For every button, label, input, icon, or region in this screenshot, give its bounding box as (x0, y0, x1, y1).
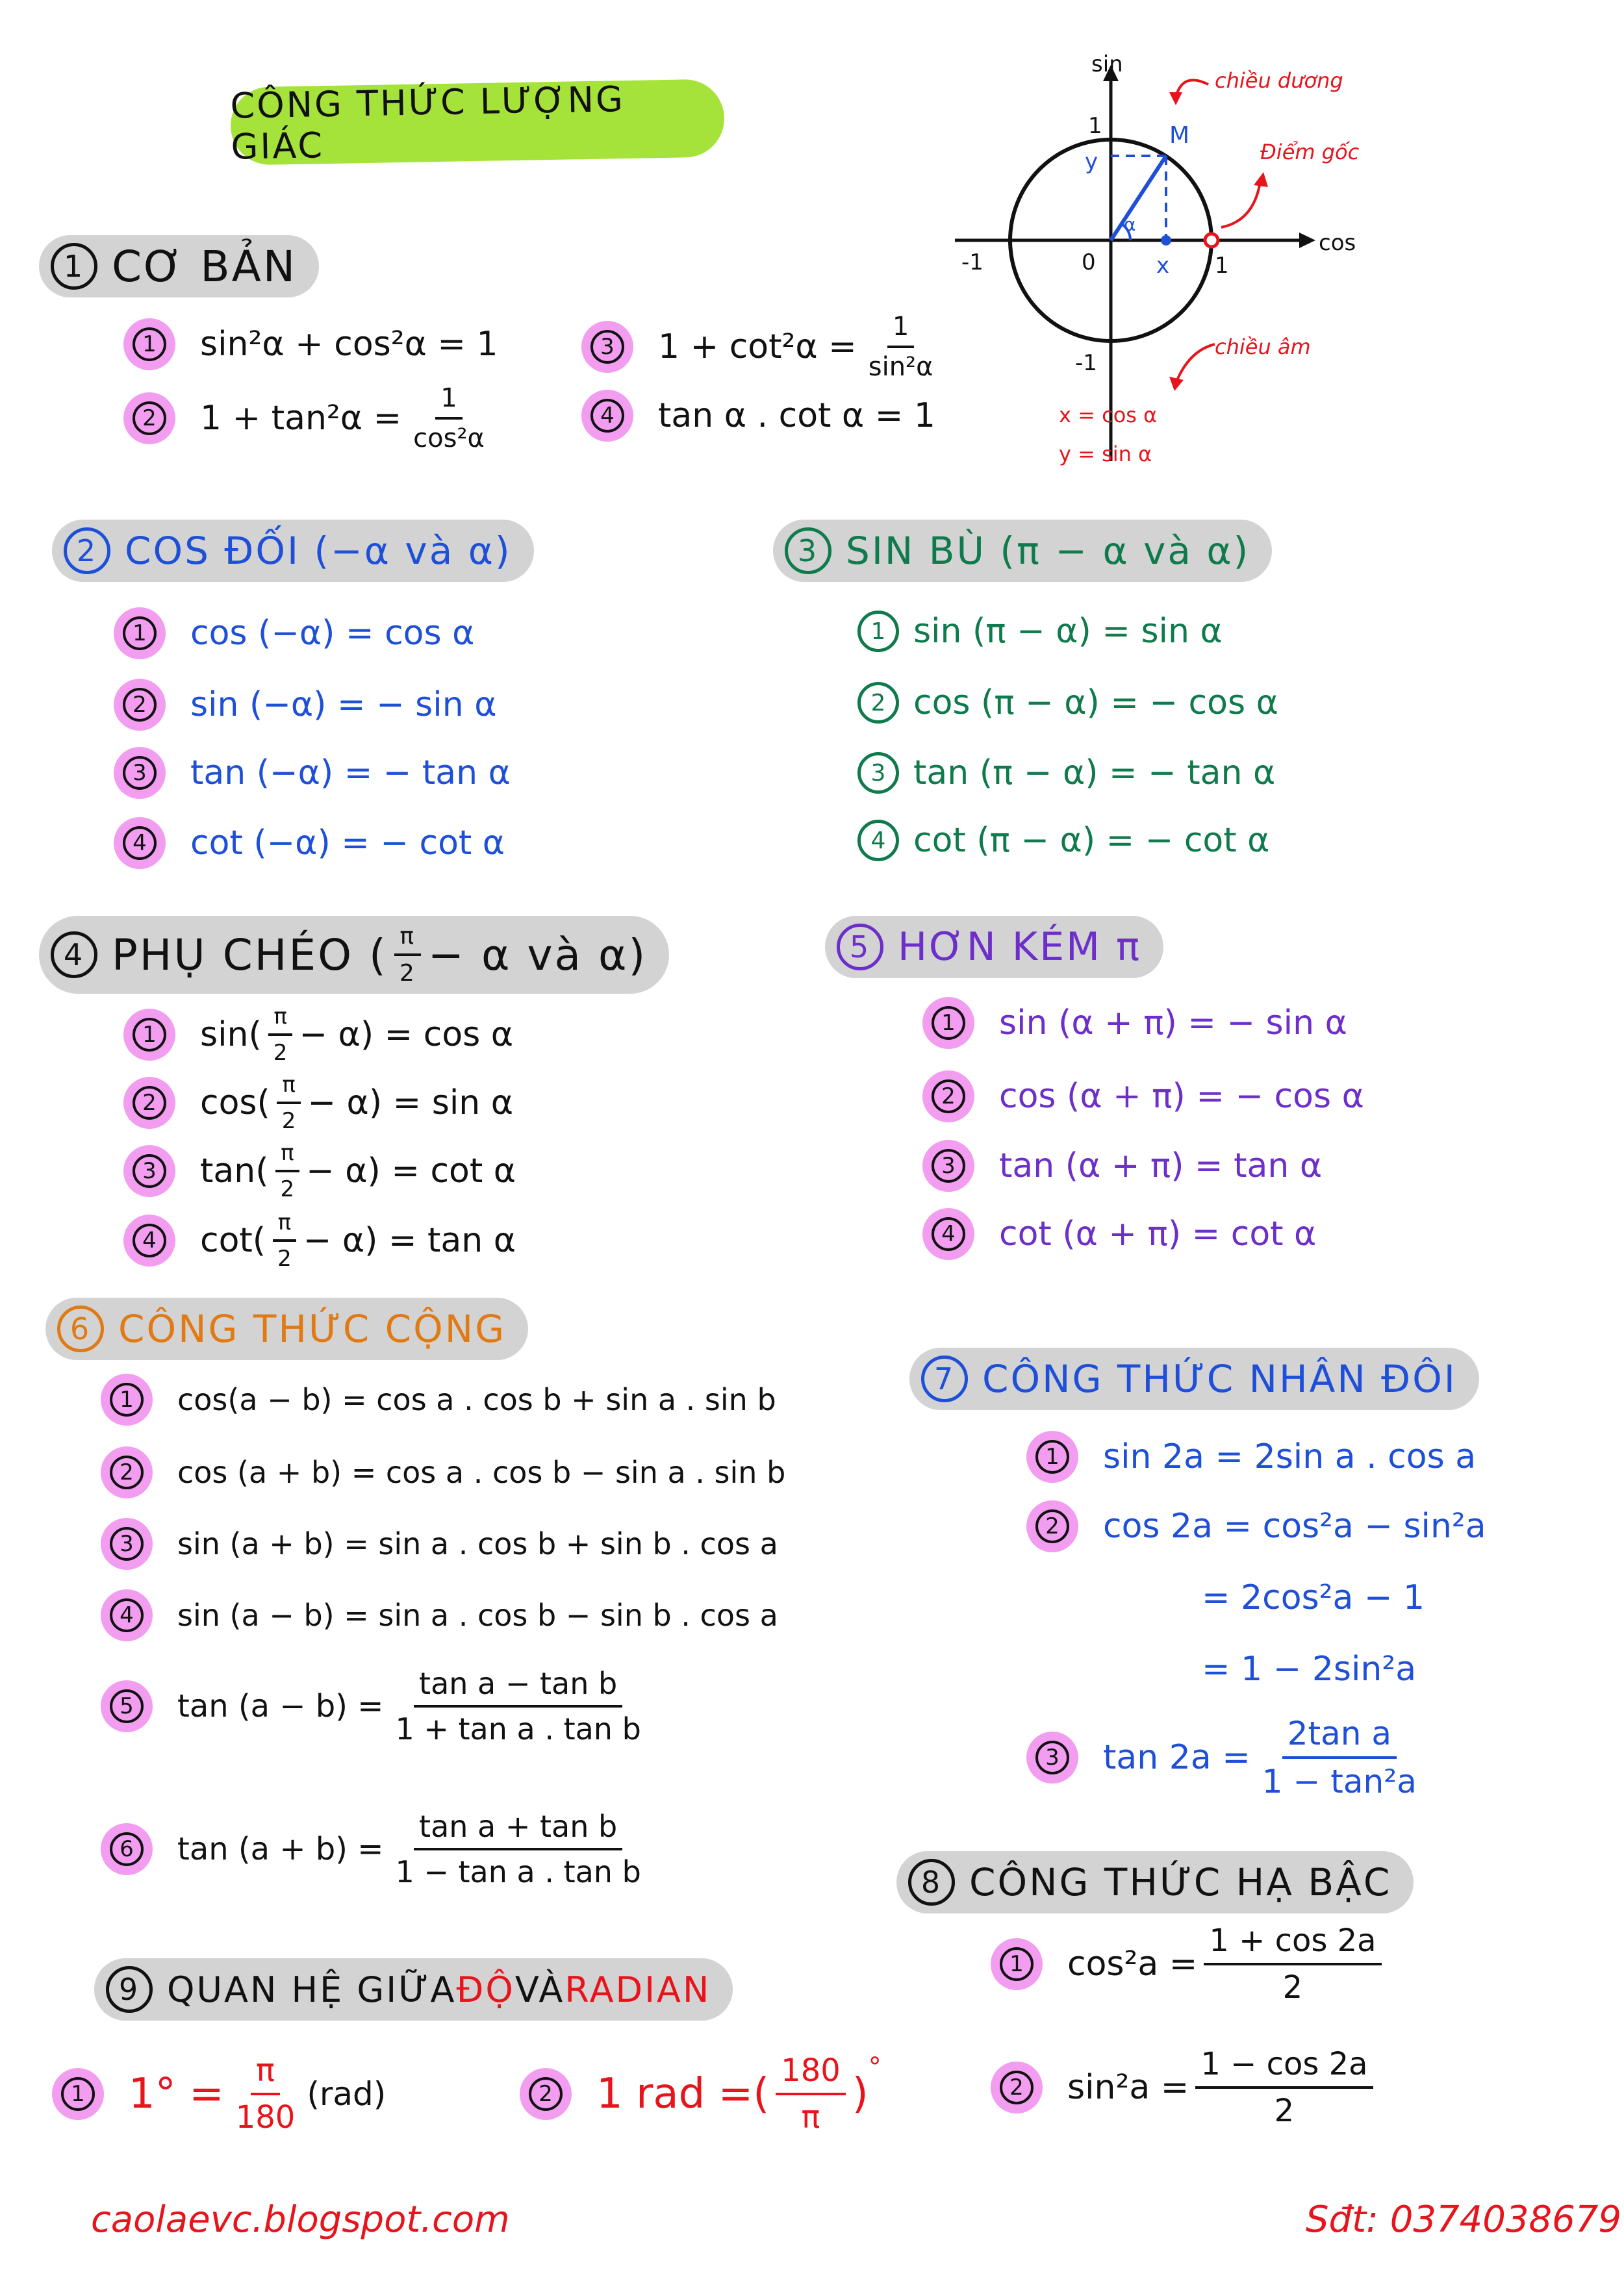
point-m-label: M (1169, 122, 1190, 149)
s8-formula-2: 2 sin²a = $\frac{1 - \cos 2a}{2}$ (991, 2046, 1380, 2129)
s1-formula-1 (123, 318, 498, 370)
formula-number: 3 (857, 752, 899, 794)
s7-formula-3: 3 tan 2a = $\frac{\text{2tan a}}{\text{1 − tan²a}}$ (1026, 1715, 1428, 1800)
page-title: CÔNG THỨC LƯỢNG GIÁC (230, 79, 725, 165)
s7-formula-2c: = 1 − 2sin²a (1202, 1650, 1417, 1689)
fraction: $\frac{1}{\text{cos²α}}$ (413, 383, 485, 453)
radius-om (1111, 156, 1166, 240)
s5-formula-4: 4 cot (α + π) = cot α (922, 1208, 1316, 1260)
s4-formula-2: 2 cos ( $\frac{\pi}{2}$ − α) = sin α (123, 1072, 513, 1134)
formula-badge: 3 (114, 747, 166, 799)
origin-point-dot (1205, 234, 1218, 247)
section-9-header: 9 QUAN HỆ GIỮA ĐỘ VÀ RADIAN (94, 1958, 733, 2021)
section-number: 6 (57, 1306, 104, 1352)
s1-formula-2 (123, 383, 496, 453)
section-3-header (773, 520, 1272, 582)
formula-badge: 5 (101, 1680, 153, 1732)
tick-bottom: -1 (1075, 350, 1097, 376)
formula-lhs: 1 + cot²α = (658, 327, 857, 366)
formula-badge: 1 (922, 997, 974, 1049)
formula-badge: 3 (123, 1145, 175, 1197)
s5-formula-2: 2 cos (α + π) = − cos α (922, 1070, 1364, 1122)
section-title-a: PHỤ CHÉO ( (112, 929, 388, 980)
formula-badge: 4 (123, 1215, 175, 1267)
s5-formula-3: 3 tan (α + π) = tan α (922, 1140, 1322, 1192)
pi-over-2: $\frac{\pi}{2}$ (272, 1209, 297, 1272)
section-1-header (39, 235, 319, 297)
section-title: CƠ BẢN (112, 241, 298, 292)
formula-badge: 1 (52, 2068, 104, 2120)
formula-badge: 2 (123, 392, 175, 444)
pi-over-2: $\frac{\pi}{2}$ (275, 1140, 300, 1202)
section-title: CÔNG THỨC HẠ BẬC (969, 1860, 1392, 1904)
formula-badge: 1 (991, 1938, 1043, 1990)
formula-lhs: 1 + tan²α = (200, 399, 402, 438)
unit-circle-diagram (935, 45, 1403, 487)
formula-badge: 3 (101, 1518, 153, 1570)
section-number: 1 (51, 243, 97, 290)
s9-formula-1: 1 1° = $\frac{\pi}{180}$ (rad) (52, 2052, 386, 2136)
fraction: $\frac{180}{\pi}$ (776, 2052, 846, 2136)
section-4-header (39, 916, 669, 994)
formula-badge: 1 (123, 318, 175, 370)
tick-top: 1 (1088, 113, 1102, 139)
section-title: SIN BÙ (π − α và α) (846, 529, 1250, 573)
def-y: y = sin α (1059, 442, 1152, 466)
formula-badge: 2 (991, 2062, 1043, 2113)
section-number: 3 (785, 527, 831, 574)
fraction: $\frac{\text{2tan a}}{\text{1 − tan²a}}$ (1262, 1715, 1417, 1800)
s6-formula-6: 6 tan (a + b) = $\frac{\text{tan a + tan b}}{\text{1 − tan a . tan b}}$ (101, 1809, 653, 1889)
footer-phone: Sđt: 0374038679 (1306, 2199, 1622, 2241)
section-title: CÔNG THỨC NHÂN ĐÔI (982, 1357, 1457, 1401)
formula-number: 2 (857, 682, 899, 724)
note-positive: chiều dương (1215, 68, 1343, 93)
fraction: $\frac{\pi}{180}$ (235, 2052, 296, 2136)
formula-badge: 6 (101, 1823, 153, 1875)
section-7-header (909, 1348, 1479, 1410)
def-x: x = cos α (1059, 403, 1158, 427)
section-number: 2 (64, 527, 110, 574)
formula-badge: 2 (123, 1077, 175, 1129)
arrow-origin (1221, 182, 1260, 227)
formula-badge: 1 (123, 1009, 175, 1061)
sin-axis-label: sin (1091, 51, 1123, 77)
fraction: $\frac{\text{tan a + tan b}}{\text{1 − tan a . tan b}}$ (395, 1809, 641, 1889)
formula-badge: 2 (114, 679, 166, 731)
section-6-header (45, 1298, 528, 1360)
fraction: $\frac{1}{\text{sin²α}}$ (868, 312, 933, 382)
fraction: $\frac{1 - \cos 2a}{2}$ (1195, 2046, 1373, 2129)
section-number: 8 (908, 1859, 955, 1906)
section-title: HƠN KÉM π (898, 924, 1142, 970)
x-label: x (1156, 253, 1170, 279)
formula-badge: 4 (581, 390, 633, 442)
note-origin: Điểm gốc (1260, 140, 1360, 164)
formula-badge: 4 (922, 1208, 974, 1260)
s6-formula-4: 4 sin (a − b) = sin a . cos b − sin b . cos a (101, 1589, 778, 1641)
tick-right: 1 (1215, 253, 1229, 279)
note-negative: chiều âm (1215, 334, 1311, 359)
s3-formula-4: 4 cot (π − α) = − cot α (857, 820, 1269, 861)
section-8-header (896, 1851, 1414, 1913)
cos-axis-arrow (1299, 233, 1315, 248)
section-2-header (52, 520, 534, 582)
pi-over-2: $\frac{\pi}{2}$ (394, 923, 422, 987)
s4-formula-3: 3 tan ( $\frac{\pi}{2}$ − α) = cot α (123, 1140, 516, 1202)
formula-badge: 3 (581, 321, 633, 373)
s3-formula-2: 2 cos (π − α) = − cos α (857, 682, 1278, 724)
alpha-label: α (1124, 214, 1136, 235)
section-number: 4 (51, 931, 97, 978)
formula-badge: 2 (922, 1070, 974, 1122)
section-number: 5 (837, 924, 883, 970)
origin-label: 0 (1082, 249, 1096, 275)
s4-formula-1: 1 sin ( $\frac{\pi}{2}$ − α) = cos α (123, 1003, 513, 1066)
s2-formula-1: 1 cos (−α) = cos α (114, 607, 474, 659)
section-number: 9 (106, 1966, 153, 2013)
s2-formula-3: 3 tan (−α) = − tan α (114, 747, 511, 799)
s2-formula-2: 2 sin (−α) = − sin α (114, 679, 496, 731)
formula-badge: 2 (1026, 1500, 1078, 1552)
formula-badge: 1 (101, 1374, 153, 1426)
section-5-header (825, 916, 1163, 978)
pi-over-2: $\frac{\pi}{2}$ (268, 1003, 293, 1066)
formula-badge: 4 (114, 817, 166, 869)
section-title: COS ĐỐI (−α và α) (125, 529, 512, 573)
s2-formula-4: 4 cot (−α) = − cot α (114, 817, 505, 869)
point-x-dot (1161, 235, 1171, 246)
s7-formula-2b: = 2cos²a − 1 (1202, 1578, 1425, 1617)
s4-formula-4: 4 cot ( $\frac{\pi}{2}$ − α) = tan α (123, 1209, 516, 1272)
tick-left: -1 (961, 249, 983, 275)
s3-formula-3: 3 tan (π − α) = − tan α (857, 752, 1275, 794)
s6-formula-5: 5 tan (a − b) = $\frac{\text{tan a − tan b}}{\text{1 + tan a . tan b}}$ (101, 1666, 653, 1747)
fraction: $\frac{\text{tan a − tan b}}{\text{1 + tan a . tan b}}$ (395, 1666, 641, 1747)
formula-badge: 2 (520, 2068, 572, 2120)
formula-text: tan α . cot α = 1 (658, 396, 935, 435)
arrow-negative (1176, 344, 1215, 383)
section-number: 7 (921, 1356, 968, 1402)
s7-formula-2: 2 cos 2a = cos²a − sin²a (1026, 1500, 1486, 1552)
s8-formula-1: 1 cos²a = $\frac{1 + \cos 2a}{2}$ (991, 1923, 1388, 2006)
cos-axis-label: cos (1319, 230, 1356, 256)
pi-over-2: $\frac{\pi}{2}$ (277, 1072, 301, 1134)
s6-formula-2: 2 cos (a + b) = cos a . cos b − sin a . sin b (101, 1446, 785, 1498)
s1-formula-3 (581, 312, 945, 382)
s7-formula-1: 1 sin 2a = 2sin a . cos a (1026, 1431, 1476, 1483)
s6-formula-1: 1 cos(a − b) = cos a . cos b + sin a . sin b (101, 1374, 776, 1426)
formula-number: 4 (857, 820, 899, 861)
formula-badge: 1 (1026, 1431, 1078, 1483)
s3-formula-1: 1 sin (π − α) = sin α (857, 611, 1223, 652)
section-title-b: − α và α) (427, 929, 648, 980)
s1-formula-4 (581, 390, 935, 442)
y-label: y (1085, 149, 1098, 175)
formula-badge: 4 (101, 1589, 153, 1641)
formula-badge: 2 (101, 1446, 153, 1498)
fraction: $\frac{1 + \cos 2a}{2}$ (1204, 1923, 1381, 2006)
s6-formula-3: 3 sin (a + b) = sin a . cos b + sin b . cos a (101, 1518, 778, 1570)
formula-text: sin²α + cos²α = 1 (200, 325, 498, 364)
formula-badge: 3 (922, 1140, 974, 1192)
formula-badge: 3 (1026, 1732, 1078, 1784)
s9-formula-2: 2 1 rad = ( $\frac{180}{\pi}$ ) ° (520, 2052, 882, 2136)
s5-formula-1: 1 sin (α + π) = − sin α (922, 997, 1347, 1049)
formula-badge: 1 (114, 607, 166, 659)
footer-website: caolaevc.blogspot.com (91, 2199, 510, 2241)
section-title: CÔNG THỨC CỘNG (118, 1307, 507, 1351)
formula-number: 1 (857, 611, 899, 652)
